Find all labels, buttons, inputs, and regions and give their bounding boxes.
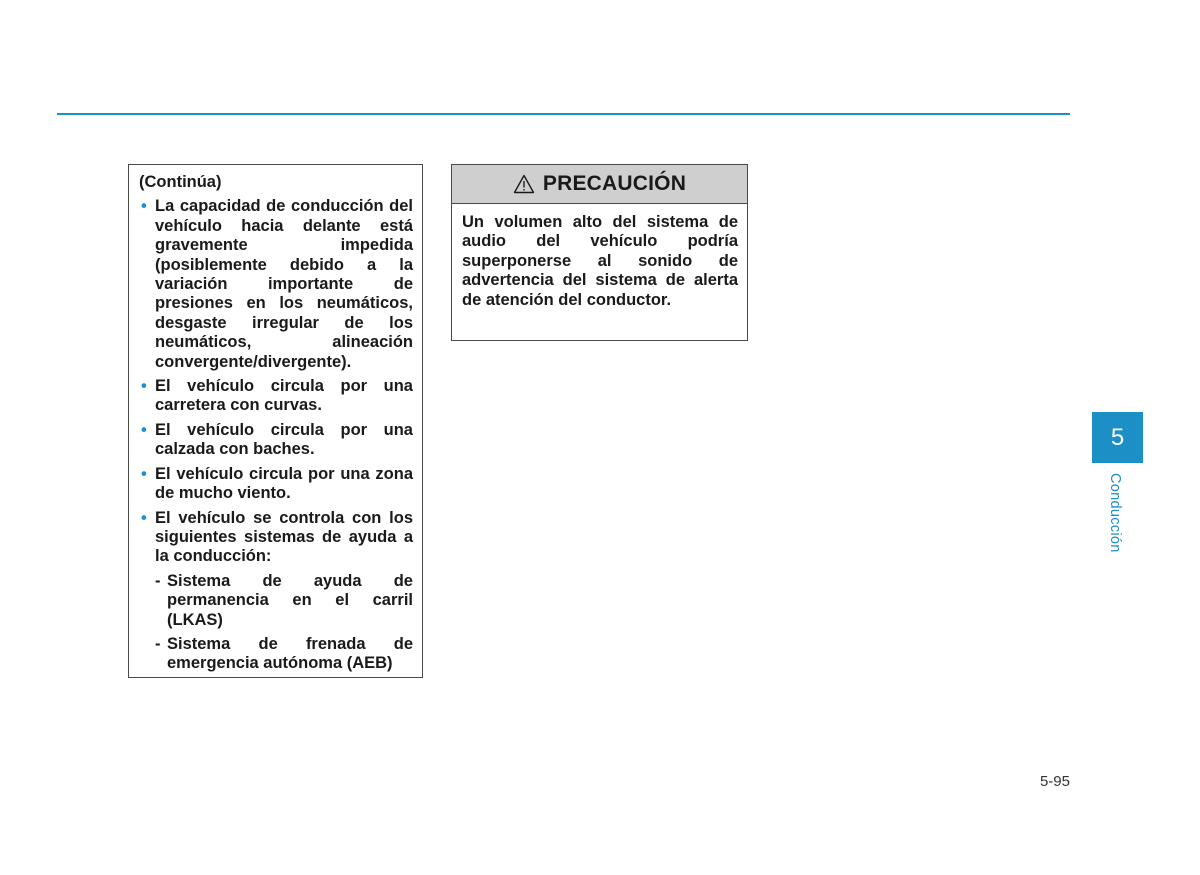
assist-system-list [139, 572, 413, 674]
continued-text-box [128, 164, 423, 678]
list-item [139, 509, 413, 567]
caution-text: Un volumen alto del sistema de audio del vehículo podría superponerse al sonido de advertencia del sistema de alerta de atención del conductor. [462, 213, 738, 309]
bullet-icon: • [141, 377, 147, 396]
sub-list-item [139, 635, 413, 674]
bullet-icon: • [141, 508, 147, 527]
list-item-text: La capacidad de conducción del vehículo hacia delante está gravemente impedida (posiblemente debido a la variación importante de presiones en los neumáticos, desgaste irregular de los neumáticos, alineación convergente/divergente). [155, 197, 413, 371]
list-item-text: El vehículo se controla con los siguientes sistemas de ayuda a la conducción: [155, 508, 413, 566]
header-rule [57, 113, 1070, 115]
list-item [139, 465, 413, 504]
bullet-icon: • [141, 420, 147, 439]
chapter-number-tab: 5 [1092, 412, 1143, 463]
list-item [139, 421, 413, 460]
warning-triangle-icon [513, 174, 535, 194]
list-item-text: El vehículo circula por una zona de mucho viento. [155, 464, 413, 503]
caution-title: PRECAUCIÓN [542, 172, 687, 195]
sub-list-item-text: Sistema de ayuda de permanencia en el carril (LKAS) [167, 571, 413, 629]
sub-list-item [139, 572, 413, 630]
page-number: 5-95 [1039, 773, 1070, 790]
list-item-text: El vehículo circula por una calzada con baches. [155, 420, 413, 459]
list-item-text: El vehículo circula por una carretera con curvas. [155, 377, 413, 415]
condition-list [139, 197, 413, 566]
sub-list-item-text: Sistema de frenada de emergencia autónoma (AEB) [167, 634, 413, 673]
list-item [139, 377, 413, 416]
caution-box [451, 164, 748, 341]
chapter-title: Conducción [1107, 473, 1123, 553]
dash-marker: - [155, 571, 161, 590]
list-item [139, 197, 413, 372]
bullet-icon: • [141, 464, 147, 483]
bullet-icon: • [141, 197, 147, 216]
continued-label: (Continúa) [139, 173, 222, 191]
dash-marker: - [155, 634, 161, 653]
caution-header [452, 165, 747, 204]
